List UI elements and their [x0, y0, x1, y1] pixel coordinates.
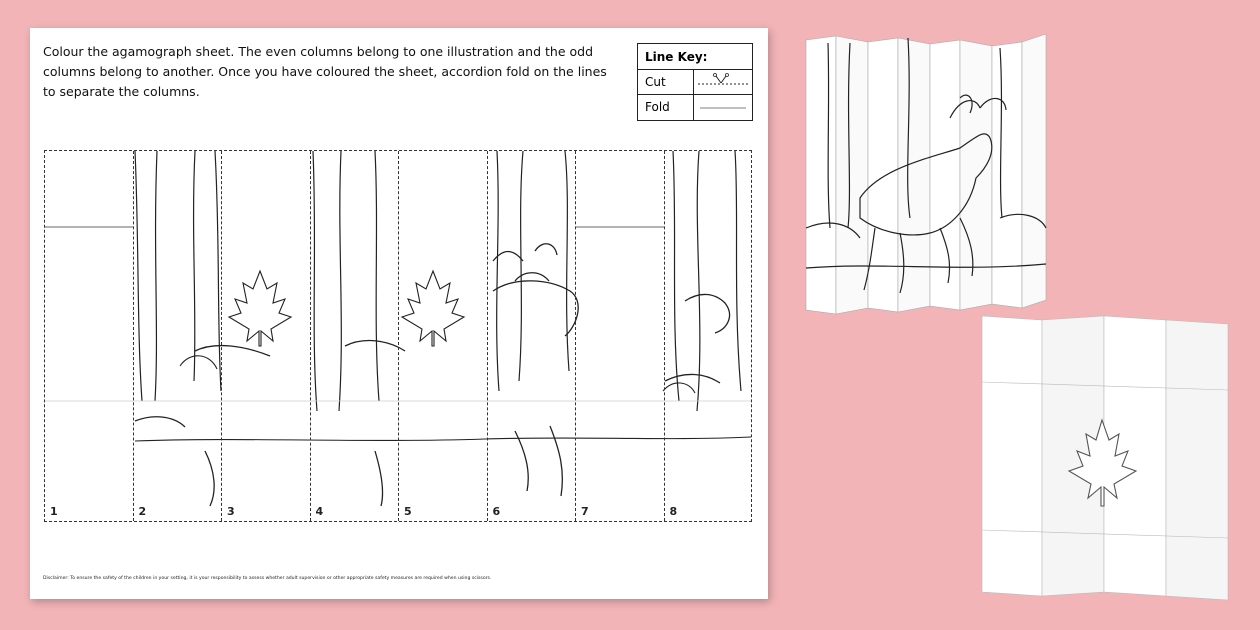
column-number: 4	[315, 505, 324, 518]
column-2	[134, 151, 223, 521]
column-number: 1	[50, 505, 58, 518]
agamograph-strips	[44, 150, 752, 522]
column-5	[399, 151, 488, 521]
column-8	[665, 151, 754, 521]
line-key	[637, 43, 753, 121]
fold-line-sample	[694, 95, 752, 120]
disclaimer-text: Disclaimer: To ensure the safety of the children in your setting, it is your responsibility to assess whether adult supervision or other appropriate safety measures are required when using scissors.	[43, 576, 492, 581]
column-3	[222, 151, 311, 521]
agamograph-sheet	[30, 28, 768, 599]
column-number: 6	[492, 505, 501, 518]
instructions-text: Colour the agamograph sheet. The even columns belong to one illustration and the odd columns belong to another. Once you have coloured the sheet, accordion fold on the lines to separate the columns.	[43, 44, 607, 99]
column-6	[488, 151, 577, 521]
moose-illustration-view	[800, 28, 1048, 318]
column-number: 5	[404, 505, 412, 518]
column-1	[45, 151, 134, 521]
line-key-cut-label: Cut	[638, 70, 694, 94]
line-key-title: Line Key:	[638, 44, 752, 70]
column-number: 2	[138, 505, 147, 518]
cut-line-sample	[694, 70, 752, 94]
line-key-fold-label: Fold	[638, 95, 694, 120]
folded-strips	[806, 34, 1046, 314]
column-number: 7	[581, 505, 589, 518]
column-number: 8	[669, 505, 678, 518]
maple-leaf-flag-view	[978, 312, 1233, 602]
column-7	[576, 151, 665, 521]
scissors-icon	[694, 70, 752, 94]
line-key-row-cut	[638, 70, 752, 95]
column-4	[311, 151, 400, 521]
line-key-row-fold	[638, 95, 752, 120]
column-number: 3	[227, 505, 235, 518]
